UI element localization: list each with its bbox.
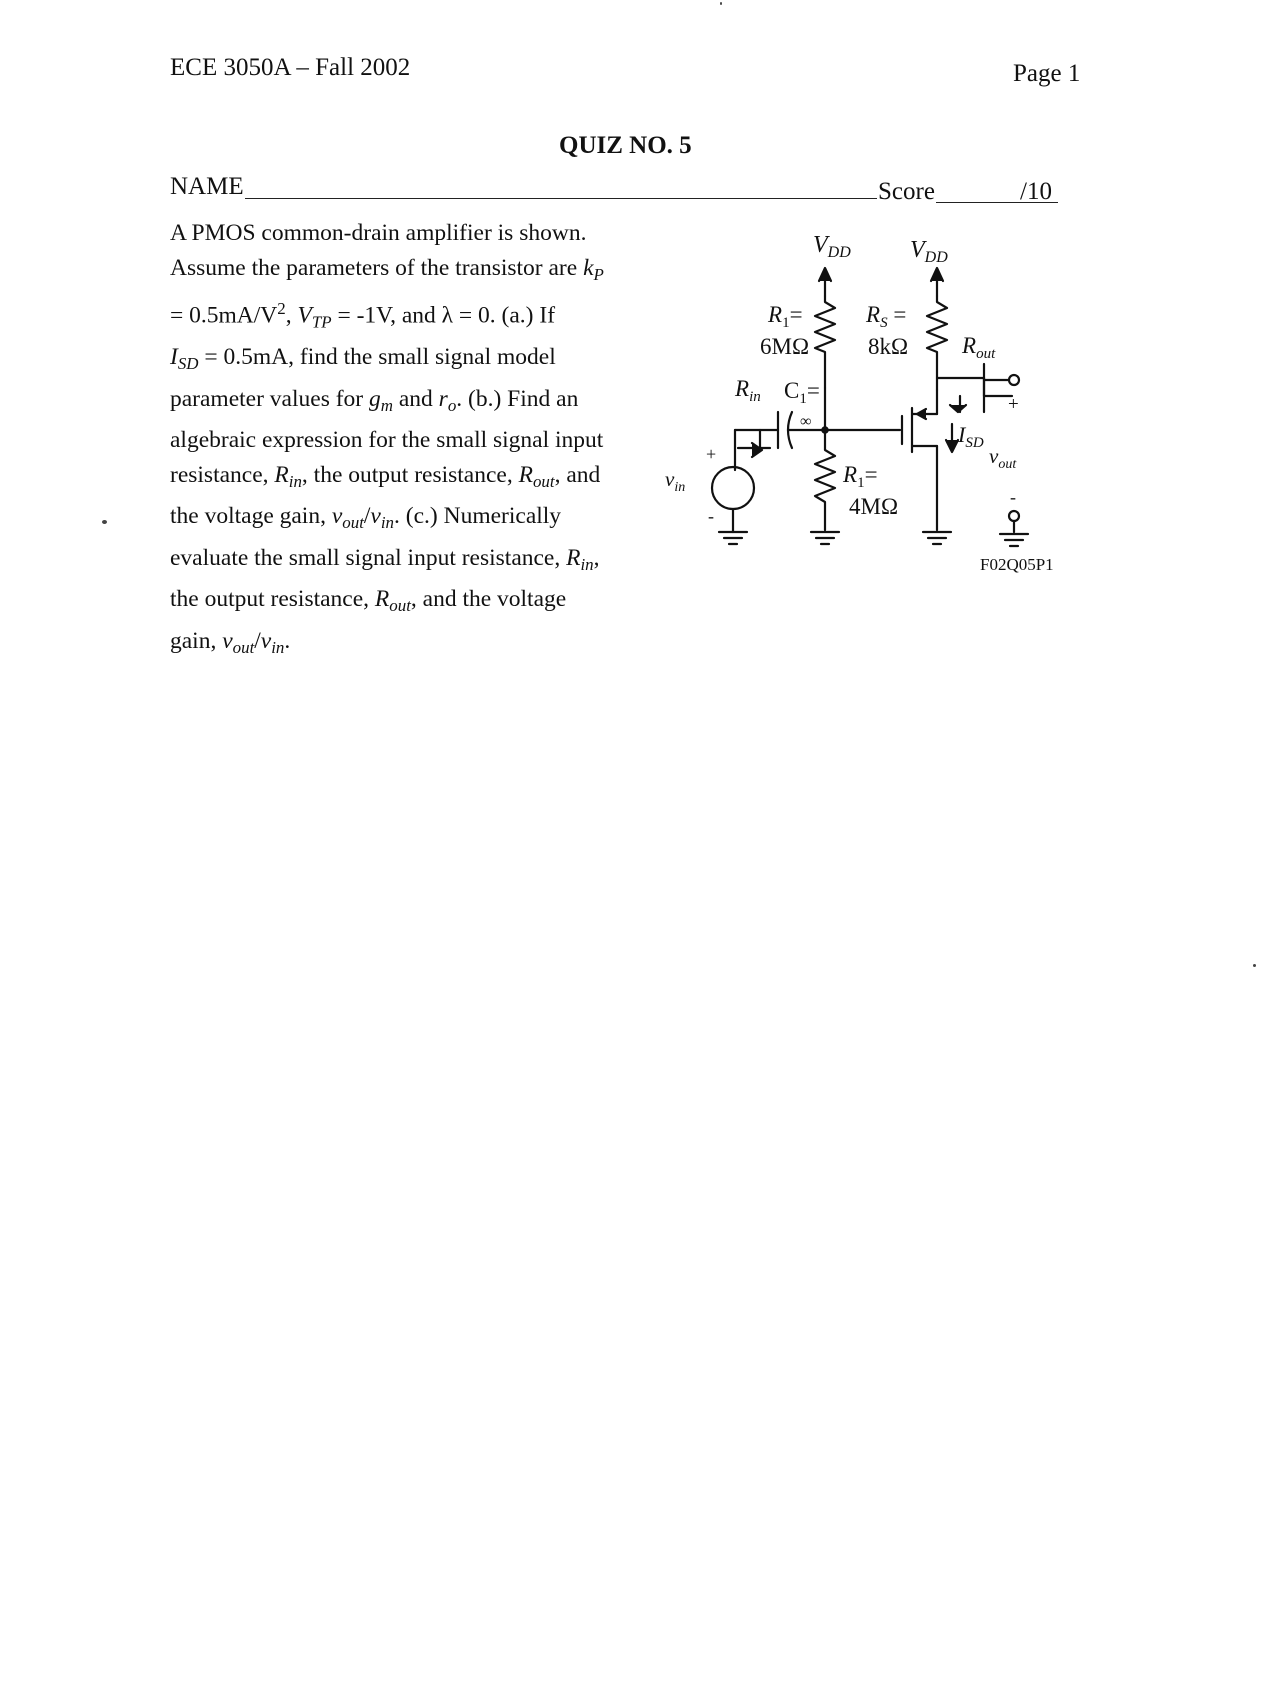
vdd-label-right: $V_{DD}$ (910, 237, 948, 266)
problem-line (170, 251, 650, 293)
rs-value: 8kΩ (868, 334, 909, 359)
problem-text-fragment: / (254, 627, 261, 654)
scan-speck (1253, 964, 1256, 967)
problem-line (170, 423, 650, 458)
r1-bottom-value: 4MΩ (849, 494, 899, 519)
name-blank-line[interactable] (245, 198, 877, 199)
page-number: Page 1 (1013, 60, 1081, 87)
r1-top-label: $R_1=$ (768, 302, 803, 331)
score-total: /10 (1020, 178, 1052, 205)
figure-id: F02Q05P1 (980, 555, 1054, 574)
problem-text-fragment: , and the voltage (410, 586, 567, 613)
problem-text-fragment: SD (177, 354, 199, 374)
rout-label: $R_{out}$ (962, 333, 996, 362)
vdd-arrow-left (819, 268, 831, 296)
problem-text-fragment: gain, (170, 627, 223, 654)
problem-text-fragment: k (583, 254, 594, 281)
isd-arrow (946, 424, 958, 452)
vout-plus: + (1008, 394, 1019, 415)
problem-text-fragment: in (380, 513, 395, 533)
problem-text-fragment: out (342, 513, 364, 533)
quiz-title: QUIZ NO. 5 (559, 132, 692, 159)
c1-label: $C_1=$ (784, 378, 820, 407)
r1-bottom-resistor (815, 430, 835, 530)
problem-text-fragment: the voltage gain, (170, 503, 332, 530)
problem-text-fragment: m (380, 395, 393, 415)
problem-text-fragment: = 0.5mA, find the small signal model (198, 344, 556, 371)
ground-symbol-drain (923, 532, 951, 544)
problem-text-fragment: g (369, 385, 381, 412)
problem-line (170, 624, 650, 666)
problem-text-fragment: in (288, 471, 302, 491)
problem-line (170, 292, 650, 340)
problem-text-fragment: evaluate the small signal input resistance, (170, 544, 567, 571)
problem-text-fragment: R (374, 586, 390, 613)
problem-line (170, 541, 650, 583)
problem-text-fragment: parameter values for (170, 385, 369, 412)
vout-terminal-minus (1009, 511, 1019, 521)
problem-text-fragment: in (580, 554, 594, 574)
problem-text-fragment: , the output resistance, (301, 461, 519, 488)
problem-text-fragment: v (331, 503, 343, 530)
pmos-transistor (902, 390, 937, 530)
vdd-label-left: $V_{DD}$ (813, 232, 851, 261)
problem-text-fragment: resistance, (170, 461, 275, 488)
scan-speck (720, 2, 722, 5)
problem-text-fragment: . (c.) Numerically (394, 503, 562, 530)
isd-label: $I_{SD}$ (958, 422, 984, 451)
problem-text-fragment: A PMOS common-drain amplifier is shown. (170, 220, 587, 246)
problem-text-fragment: the output resistance, (170, 586, 375, 613)
problem-text-fragment: v (260, 627, 272, 654)
problem-statement (170, 216, 650, 666)
problem-text-fragment: , and (554, 461, 601, 488)
score-label: Score (878, 178, 935, 205)
problem-text-fragment: . (284, 627, 291, 654)
circuit-diagram (640, 210, 1100, 600)
rout-arrow (950, 396, 966, 412)
vout-minus: - (1010, 487, 1016, 507)
problem-text-fragment: out (232, 638, 255, 658)
problem-text-fragment: V (297, 302, 312, 329)
r1-top-resistor (815, 296, 835, 388)
name-label: NAME (170, 173, 244, 200)
problem-line (170, 340, 650, 382)
problem-text-fragment: out (532, 471, 555, 491)
vin-plus: + (706, 444, 717, 464)
problem-text-fragment: R (274, 461, 289, 488)
problem-line (170, 216, 650, 251)
problem-text-fragment: TP (311, 312, 332, 332)
problem-line (170, 499, 650, 541)
c1-value: ∞ (800, 413, 812, 430)
problem-text-fragment: = -1V, and λ = 0. (a.) If (331, 302, 556, 329)
problem-line (170, 382, 650, 424)
r1-top-value: 6MΩ (760, 334, 810, 359)
problem-text-fragment: r (438, 385, 448, 412)
ground-symbol-out (1000, 534, 1028, 546)
problem-text-fragment: v (222, 627, 233, 654)
problem-text-fragment: in (271, 638, 285, 658)
problem-text-fragment: / (363, 503, 371, 530)
ground-symbol-vin (719, 532, 747, 544)
scan-speck (102, 520, 107, 524)
problem-text-fragment: and (392, 385, 439, 412)
problem-text-fragment: out (389, 596, 411, 616)
rs-resistor (927, 296, 947, 390)
course-header: ECE 3050A – Fall 2002 (170, 54, 411, 81)
problem-text-fragment: , (593, 544, 600, 571)
problem-text-fragment: P (593, 264, 604, 284)
rin-arrow (738, 430, 770, 457)
vdd-arrow-right (931, 268, 943, 296)
rin-label: $R_{in}$ (735, 376, 761, 405)
problem-text-fragment: v (370, 503, 381, 530)
vin-minus: - (708, 506, 714, 526)
problem-line (170, 582, 650, 624)
vin-source (712, 467, 754, 509)
rs-label: $R_S$ = (866, 302, 907, 331)
problem-text-fragment: . (b.) Find an (456, 385, 579, 412)
problem-text-fragment: o (447, 395, 457, 415)
problem-text-fragment: = 0.5mA/V (170, 302, 278, 329)
problem-text-fragment: Assume the parameters of the transistor are (170, 254, 584, 281)
problem-text-fragment: R (566, 544, 581, 571)
ground-symbol-r1 (811, 532, 839, 544)
vout-label: $v_{out}$ (989, 444, 1017, 472)
vin-label: $v_{in}$ (665, 467, 686, 495)
gate-node-dot (821, 426, 829, 434)
problem-line (170, 458, 650, 500)
r1-bottom-label: $R_1=$ (843, 462, 878, 491)
problem-text-fragment: R (518, 461, 533, 488)
problem-text-fragment: , (285, 302, 298, 329)
problem-text-fragment: 2 (277, 299, 286, 319)
problem-text-fragment: algebraic expression for the small signal input (170, 427, 604, 454)
problem-text-fragment: I (170, 344, 178, 371)
vout-terminal-plus (1009, 375, 1019, 385)
